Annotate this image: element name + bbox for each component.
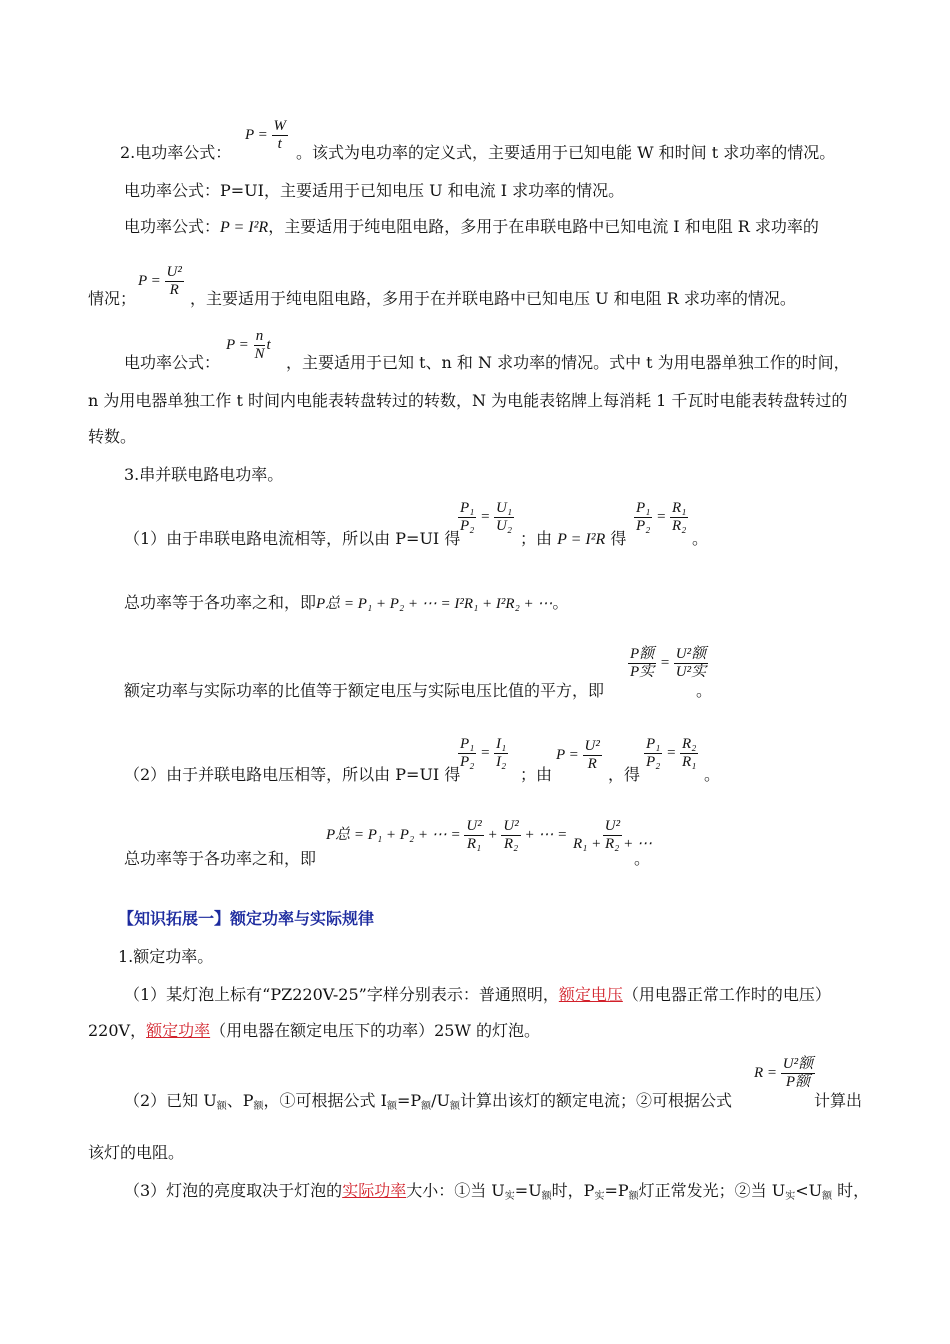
series-text-2: ；由 P = I²R 得 (520, 529, 627, 548)
series-text-1: （1）由于串联电路电流相等，所以由 P=UI 得 (124, 529, 461, 548)
rated-current-cont: 该灯的电阻。 (88, 1143, 185, 1162)
parallel-total-text: 总功率等于各功率之和，即 (124, 849, 317, 868)
series-end: 。 (692, 529, 709, 548)
parallel-text-3: ，得 (608, 765, 641, 784)
rated-current-tail: 计算出 (814, 1091, 863, 1110)
parallel-end: 。 (704, 765, 721, 784)
n-tail: ，主要适用于已知 t、n 和 N 求功率的情况。式中 t 为用电器单独工作的时间， (286, 353, 850, 372)
formula-parallel-total: P总 = P₁ + P₂ + ⋯ = $\frac{\text{U²}}{\text{R₁}}$ + $\frac{\text{U²}}{\text{R₂}}$ + ⋯ = $\frac{\text{U²}}{\text{R₁ + R₂ + ⋯}}$ (326, 818, 652, 852)
n-cont-1: n 为用电器单独工作 t 时间内电能表转盘转过的转数，N 为电能表铭牌上每消耗 1 千瓦时电能表转盘转过的 (88, 391, 848, 410)
brightness-line: （3）灯泡的亮度取决于灯泡的实际功率大小：①当 U实=U额时，P实=P额灯正常发光；②当 U实<U额 时， (124, 1181, 870, 1202)
rated-ratio-end: 。 (696, 681, 713, 700)
parallel-total-end: 。 (634, 849, 651, 868)
formula-series-p-ratio-u: $\frac{\text{P₁}}{\text{P₂}}$ = $\frac{\text{U₁}}{\text{U₂}}$ (460, 500, 513, 534)
label: 2.电功率公式： (120, 143, 232, 162)
formula-series-p-ratio-r: $\frac{\text{P₁}}{\text{P₂}}$ = $\frac{\text{R₁}}{\text{R₂}}$ (636, 500, 687, 534)
definition-tail: 。该式为电功率的定义式，主要适用于已知电能 W 和时间 t 求功率的情况。 (296, 143, 836, 162)
formula-definition-line (120, 142, 231, 164)
formula-parallel-p-ratio-r: $\frac{\text{P₁}}{\text{P₂}}$ = $\frac{\text{R₂}}{\text{R₁}}$ (646, 736, 697, 770)
section-3-heading: 3.串并联电路电功率。 (124, 465, 284, 484)
series-total-line: 总功率等于各功率之和，即P总 = P₁ + P₂ + ⋯ = I²R₁ + I²R₂ + ⋯。 (124, 593, 569, 612)
knowledge-heading: 【知识拓展一】额定功率与实际规律 (118, 909, 375, 928)
parallel-text-2: ；由 (520, 765, 553, 784)
rated-voltage-link[interactable]: 额定电压 (558, 985, 623, 1004)
n-cont-2: 转数。 (88, 427, 137, 446)
formula-u2-over-r: P = $\frac{\text{U²}}{R}$ (138, 264, 182, 298)
rated-power-link[interactable]: 额定功率 (146, 1021, 211, 1040)
formula-n-over-n-line: 电功率公式： (124, 353, 221, 372)
formula-p-w-over-t: P = $\frac{W}{t}$ (245, 118, 287, 152)
formula-rated-ratio: $\frac{\text{P额}}{\text{P实}}$ = $\frac{\text{U²额}}{\text{U²实}}$ (630, 646, 707, 680)
rated-power-title: 1.额定功率。 (118, 947, 214, 966)
bulb-label-line-1: （1）某灯泡上标有“PZ220V-25”字样分别表示：普通照明，额定电压（用电器正常工作时的电压） (124, 985, 831, 1004)
formula-pui-line: 电功率公式：P=UI，主要适用于已知电压 U 和电流 I 求功率的情况。 (124, 181, 625, 200)
formula-u2r-line: 情况； (88, 289, 137, 308)
rated-ratio-text: 额定功率与实际功率的比值等于额定电压与实际电压比值的平方，即 (124, 681, 605, 700)
actual-power-link[interactable]: 实际功率 (342, 1181, 407, 1200)
formula-i2r-line: 电功率公式：P = I²R，主要适用于纯电阻电路，多用于在串联电路中已知电流 I 和电阻 R 求功率的 (124, 217, 819, 236)
formula-resistance: R = $\frac{\text{U²额}}{\text{P额}}$ (754, 1056, 814, 1090)
formula-n-over-N-t: P = $\frac{n}{N}$ t (226, 328, 271, 362)
rated-current-line: （2）已知 U额、P额，①可根据公式 I额=P额/U额计算出该灯的额定电流；②可根据公式 (124, 1091, 733, 1112)
formula-parallel-p-ratio-i: $\frac{\text{P₁}}{\text{P₂}}$ = $\frac{\text{I₁}}{\text{I₂}}$ (460, 736, 507, 770)
formula-parallel-u2-over-r: P = $\frac{\text{U²}}{R}$ (556, 738, 600, 772)
bulb-label-line-2: 220V，额定功率（用电器在额定电压下的功率）25W 的灯泡。 (88, 1021, 541, 1040)
u2r-tail: ，主要适用于纯电阻电路，多用于在并联电路中已知电压 U 和电阻 R 求功率的情况。 (190, 289, 796, 308)
parallel-text-1: （2）由于并联电路电压相等，所以由 P=UI 得 (124, 765, 461, 784)
